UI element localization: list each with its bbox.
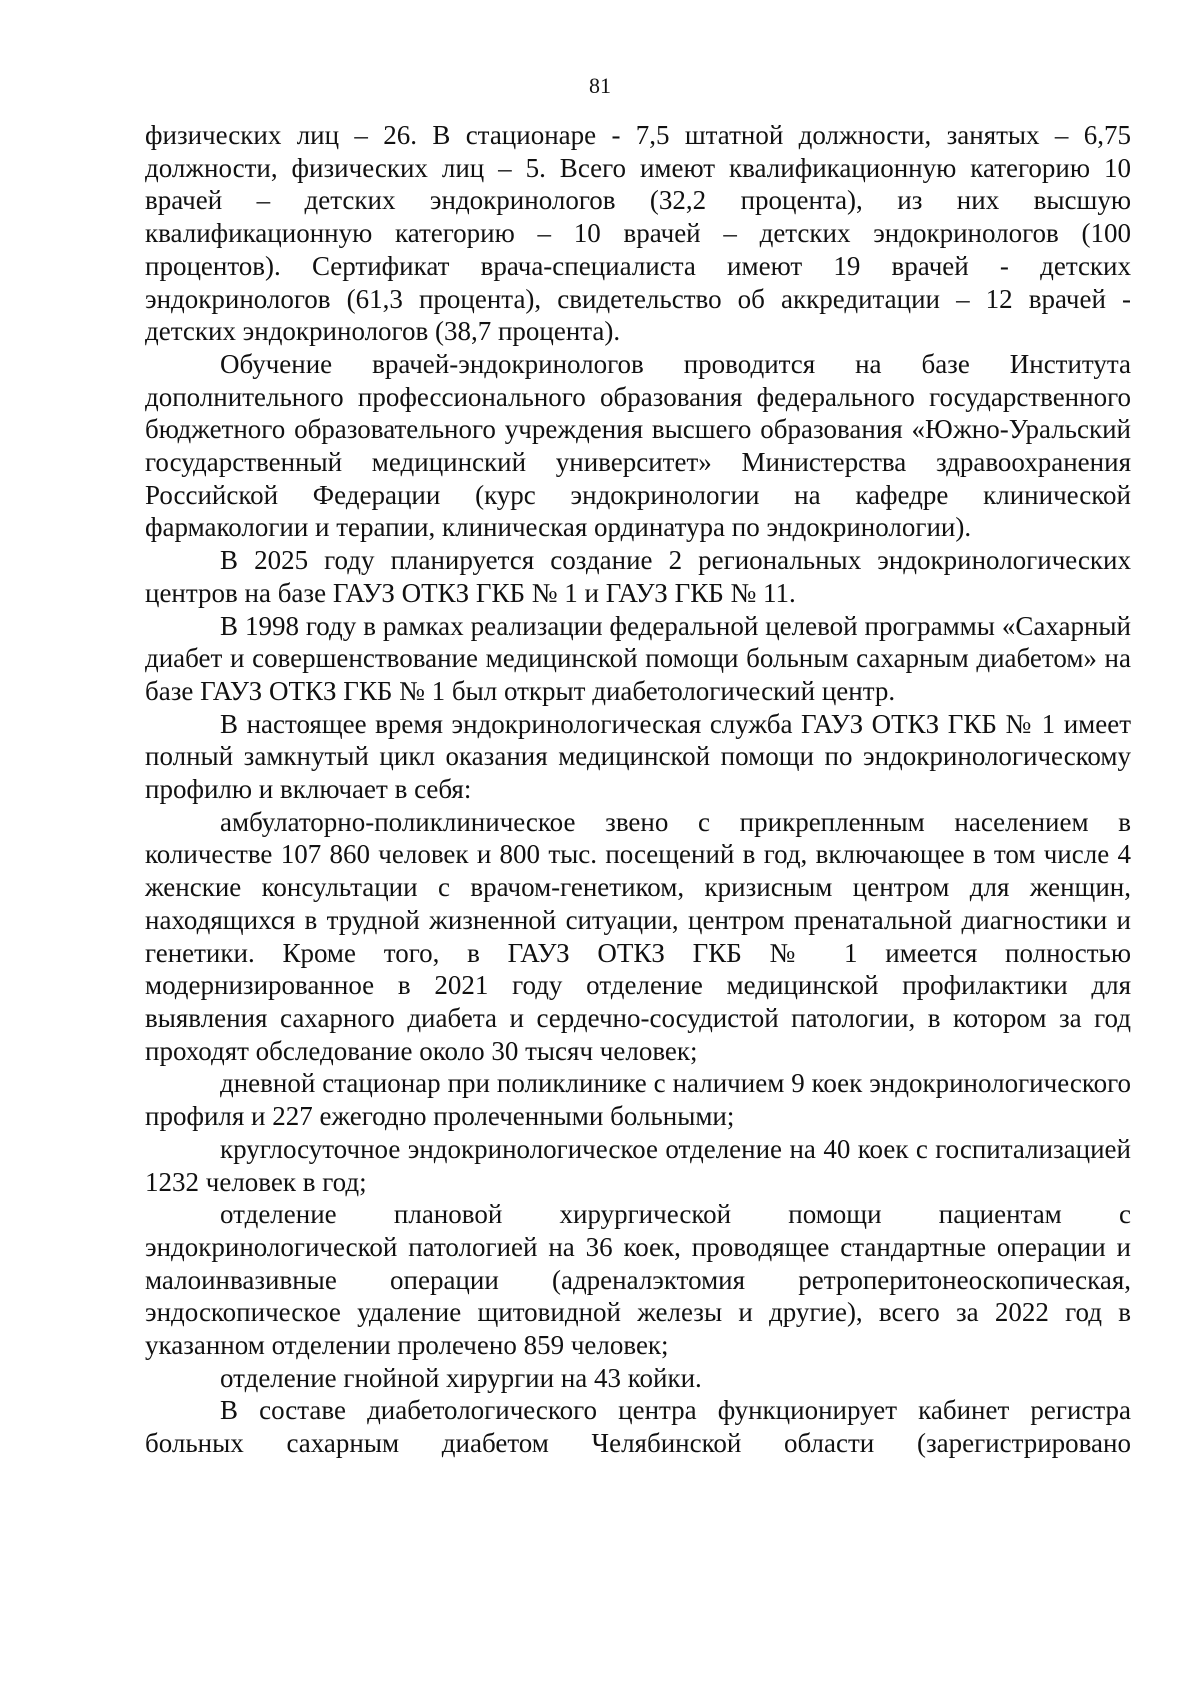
- list-item-inpatient-department: круглосуточное эндокринологическое отделение на 40 коек с госпитализацией 1232 человек в год;: [145, 1133, 1131, 1197]
- list-item-surgical-department: отделение плановой хирургической помощи пациентам с эндокринологической патологией на 36 коек, проводящее стандартные операции и малоинвазивные операции (адреналэктомия ретроперитонеоскопическая, эндоскопическое удаление щитовидной железы и другие), всего за 2022 год в указанном отделении пролечено 859 человек;: [145, 1199, 1131, 1361]
- paragraph-endocrinology-service: В настоящее время эндокринологическая служба ГАУЗ ОТКЗ ГКБ № 1 имеет полный замкнутый цикл оказания медицинской помощи по эндокринологическому профилю и включает в себя:: [145, 708, 1131, 805]
- page-number: 81: [589, 73, 611, 98]
- list-item-outpatient: амбулаторно-поликлиническое звено с прикрепленным населением в количестве 107 860 человек и 800 тыс. посещений в год, включающее в том числе 4 женские консультации с врачом-генетиком, кризисным центром для женщин, находящихся в трудной жизненной ситуации, центром пренатальной диагностики и генетики. Кроме того, в ГАУЗ ОТКЗ ГКБ № 1 имеется полностью модернизированное в 2021 году отделение медицинской профилактики для выявления сахарного диабета и сердечно-сосудистой патологии, в котором за год проходят обследование около 30 тысяч человек;: [145, 806, 1131, 1066]
- paragraph-regional-centers-2025: В 2025 году планируется создание 2 региональных эндокринологических центров на базе ГАУЗ ОТКЗ ГКБ № 1 и ГАУЗ ГКБ № 11.: [145, 545, 1131, 608]
- list-item-purulent-surgery: отделение гнойной хирургии на 43 койки.: [220, 1362, 702, 1393]
- paragraph-training: Обучение врачей-эндокринологов проводится на базе Института дополнительного профессионального образования федерального государственного бюджетного образовательного учреждения высшего образования «Южно-Уральский государственный медицинский университет» Министерства здравоохранения Российской Федерации (курс эндокринологии на кафедре клинической фармакологии и терапии, клиническая ординатура по эндокринологии).: [145, 348, 1131, 543]
- document-body: [145, 119, 1131, 1460]
- paragraph-diabetes-center-1998: В 1998 году в рамках реализации федеральной целевой программы «Сахарный диабет и совершенствование медицинской помощи больным сахарным диабетом» на базе ГАУЗ ОТКЗ ГКБ № 1 был открыт диабетологический центр.: [145, 610, 1131, 706]
- paragraph-staff-qualification: физических лиц – 26. В стационаре - 7,5 штатной должности, занятых – 6,75 должности, физических лиц – 5. Всего имеют квалификационную категорию 10 врачей – детских эндокринологов (32,2 процента), из них высшую квалификационную категорию – 10 врачей – детских эндокринологов (100 процентов). Сертификат врача-специалиста имеют 19 врачей - детских эндокринологов (61,3 процента), свидетельство об аккредитации – 12 врачей - детских эндокринологов (38,7 процента).: [145, 120, 1131, 347]
- list-item-day-hospital: дневной стационар при поликлинике с наличием 9 коек эндокринологического профиля и 227 ежегодно пролеченными больными;: [145, 1068, 1131, 1132]
- paragraph-diabetes-registry: В составе диабетологического центра функционирует кабинет регистра больных сахарным диабетом Челябинской области (зарегистрировано: [145, 1395, 1131, 1459]
